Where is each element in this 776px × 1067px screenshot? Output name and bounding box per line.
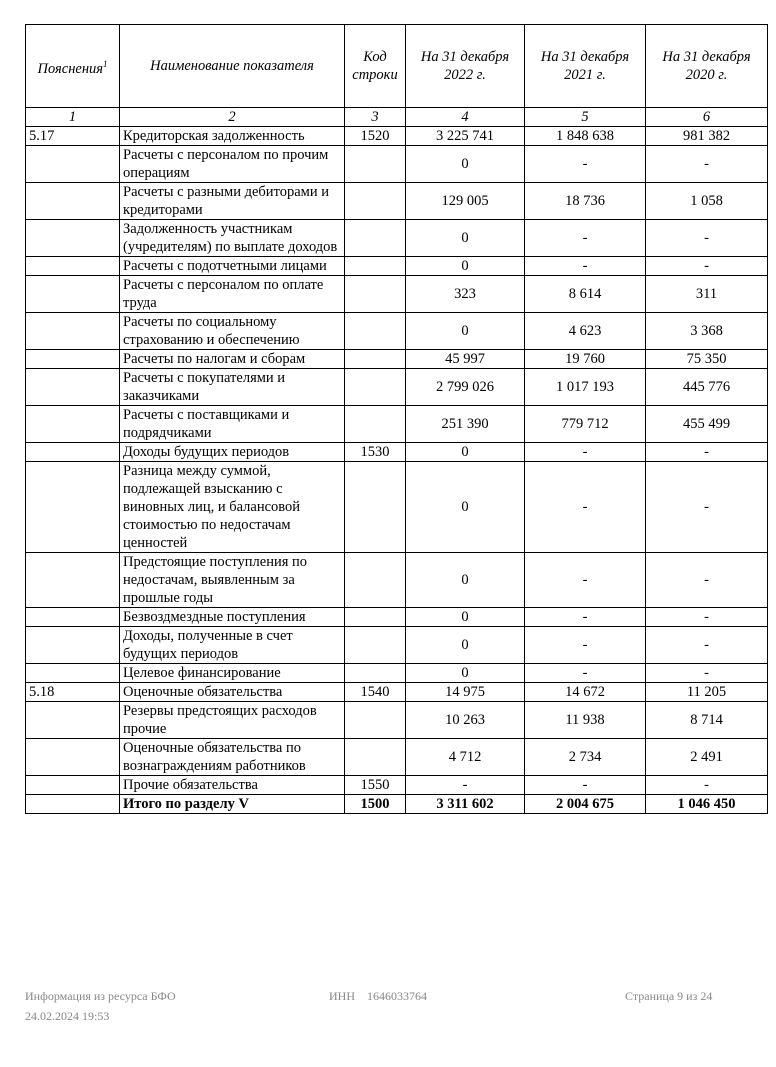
table-row xyxy=(26,257,768,276)
row-value-2020: 445 776 xyxy=(646,369,768,406)
row-note: 5.17 xyxy=(26,127,120,146)
row-value-2021: - xyxy=(525,462,646,553)
row-line-code xyxy=(345,369,406,406)
row-indicator-name: Расчеты с персоналом по прочим операциям xyxy=(120,146,345,183)
row-value-2022: 0 xyxy=(406,146,525,183)
row-value-2021: - xyxy=(525,664,646,683)
row-value-2020: - xyxy=(646,146,768,183)
table-row xyxy=(26,443,768,462)
row-value-2021: - xyxy=(525,220,646,257)
row-value-2022: 0 xyxy=(406,462,525,553)
row-value-2022: 0 xyxy=(406,608,525,627)
row-value-2022: 0 xyxy=(406,220,525,257)
row-indicator-name: Итого по разделу V xyxy=(120,795,345,814)
row-indicator-name: Расчеты по налогам и сборам xyxy=(120,350,345,369)
table-header-row xyxy=(26,25,768,108)
row-note xyxy=(26,406,120,443)
table-row xyxy=(26,739,768,776)
row-indicator-name: Задолженность участникам (учредителям) по выплате доходов xyxy=(120,220,345,257)
table-body xyxy=(26,127,768,814)
table-row xyxy=(26,127,768,146)
table-row xyxy=(26,776,768,795)
liabilities-table xyxy=(25,24,768,814)
row-value-2021: 19 760 xyxy=(525,350,646,369)
row-value-2020: - xyxy=(646,627,768,664)
row-note xyxy=(26,313,120,350)
column-number-row xyxy=(26,108,768,127)
row-line-code xyxy=(345,406,406,443)
table-row xyxy=(26,627,768,664)
row-line-code xyxy=(345,183,406,220)
row-value-2020: 981 382 xyxy=(646,127,768,146)
row-value-2021: 1 017 193 xyxy=(525,369,646,406)
column-number: 3 xyxy=(345,108,406,127)
row-line-code: 1500 xyxy=(345,795,406,814)
row-note xyxy=(26,795,120,814)
row-value-2021: - xyxy=(525,257,646,276)
row-note xyxy=(26,369,120,406)
row-value-2020: 11 205 xyxy=(646,683,768,702)
row-indicator-name: Кредиторская задолженность xyxy=(120,127,345,146)
row-value-2021: 8 614 xyxy=(525,276,646,313)
row-line-code xyxy=(345,664,406,683)
row-line-code xyxy=(345,739,406,776)
row-value-2022: 45 997 xyxy=(406,350,525,369)
row-line-code xyxy=(345,350,406,369)
row-value-2020: 75 350 xyxy=(646,350,768,369)
footer-inn: ИНН 1646033764 xyxy=(329,989,427,1003)
column-number: 5 xyxy=(525,108,646,127)
row-value-2021: 14 672 xyxy=(525,683,646,702)
row-value-2021: - xyxy=(525,608,646,627)
row-line-code: 1540 xyxy=(345,683,406,702)
row-value-2020: - xyxy=(646,553,768,608)
row-line-code: 1550 xyxy=(345,776,406,795)
row-value-2020: - xyxy=(646,220,768,257)
row-value-2022: 0 xyxy=(406,257,525,276)
row-note xyxy=(26,350,120,369)
row-value-2020: 1 046 450 xyxy=(646,795,768,814)
row-value-2022: 0 xyxy=(406,443,525,462)
row-indicator-name: Разница между суммой, подлежащей взысканию с виновных лиц, и балансовой стоимостью по недостачам ценностей xyxy=(120,462,345,553)
row-indicator-name: Оценочные обязательства по вознаграждениям работников xyxy=(120,739,345,776)
row-note xyxy=(26,462,120,553)
table-row xyxy=(26,146,768,183)
row-note xyxy=(26,257,120,276)
row-line-code xyxy=(345,220,406,257)
row-value-2022: 0 xyxy=(406,553,525,608)
row-value-2021: 2 734 xyxy=(525,739,646,776)
header-2020: На 31 декабря 2020 г. xyxy=(646,25,768,108)
row-note xyxy=(26,183,120,220)
row-value-2021: - xyxy=(525,146,646,183)
row-note: 5.18 xyxy=(26,683,120,702)
row-value-2020: 8 714 xyxy=(646,702,768,739)
table-row xyxy=(26,462,768,553)
footer-datetime: 24.02.2024 19:53 xyxy=(25,1009,110,1023)
column-number: 2 xyxy=(120,108,345,127)
table-row xyxy=(26,702,768,739)
row-value-2022: 2 799 026 xyxy=(406,369,525,406)
row-indicator-name: Предстоящие поступления по недостачам, выявленным за прошлые годы xyxy=(120,553,345,608)
row-note xyxy=(26,146,120,183)
row-value-2020: - xyxy=(646,776,768,795)
table-row xyxy=(26,183,768,220)
row-indicator-name: Расчеты по социальному страхованию и обеспечению xyxy=(120,313,345,350)
table-row xyxy=(26,276,768,313)
row-value-2021: - xyxy=(525,443,646,462)
row-value-2022: 14 975 xyxy=(406,683,525,702)
row-value-2021: - xyxy=(525,553,646,608)
row-line-code xyxy=(345,276,406,313)
table-row xyxy=(26,795,768,814)
row-line-code xyxy=(345,553,406,608)
row-line-code xyxy=(345,627,406,664)
row-note xyxy=(26,553,120,608)
table-row xyxy=(26,220,768,257)
table-row xyxy=(26,664,768,683)
row-note xyxy=(26,776,120,795)
row-value-2020: - xyxy=(646,257,768,276)
row-indicator-name: Доходы, полученные в счет будущих периодов xyxy=(120,627,345,664)
row-note xyxy=(26,220,120,257)
row-note xyxy=(26,702,120,739)
row-value-2021: 2 004 675 xyxy=(525,795,646,814)
row-value-2020: 311 xyxy=(646,276,768,313)
row-note xyxy=(26,608,120,627)
header-line-code: Код строки xyxy=(345,25,406,108)
table-row xyxy=(26,350,768,369)
table-row xyxy=(26,406,768,443)
row-value-2022: 251 390 xyxy=(406,406,525,443)
footer-page-number: Страница 9 из 24 xyxy=(625,989,713,1003)
row-value-2022: 129 005 xyxy=(406,183,525,220)
header-notes: Пояснения$^1$ xyxy=(26,25,120,108)
row-value-2020: 3 368 xyxy=(646,313,768,350)
table-row xyxy=(26,553,768,608)
row-value-2022: 0 xyxy=(406,313,525,350)
row-value-2021: - xyxy=(525,627,646,664)
row-note xyxy=(26,276,120,313)
row-note xyxy=(26,443,120,462)
row-indicator-name: Оценочные обязательства xyxy=(120,683,345,702)
row-indicator-name: Целевое финансирование xyxy=(120,664,345,683)
row-value-2022: 0 xyxy=(406,664,525,683)
row-line-code xyxy=(345,462,406,553)
table-row xyxy=(26,369,768,406)
row-value-2022: 3 311 602 xyxy=(406,795,525,814)
header-2021: На 31 декабря 2021 г. xyxy=(525,25,646,108)
table-row xyxy=(26,683,768,702)
row-value-2021: 11 938 xyxy=(525,702,646,739)
column-number: 6 xyxy=(646,108,768,127)
row-note xyxy=(26,664,120,683)
row-value-2020: - xyxy=(646,443,768,462)
row-line-code xyxy=(345,313,406,350)
row-line-code xyxy=(345,608,406,627)
row-indicator-name: Расчеты с подотчетными лицами xyxy=(120,257,345,276)
row-line-code xyxy=(345,257,406,276)
row-value-2022: 4 712 xyxy=(406,739,525,776)
row-value-2020: 2 491 xyxy=(646,739,768,776)
row-value-2020: - xyxy=(646,664,768,683)
column-number: 1 xyxy=(26,108,120,127)
column-number: 4 xyxy=(406,108,525,127)
row-indicator-name: Доходы будущих периодов xyxy=(120,443,345,462)
row-indicator-name: Расчеты с покупателями и заказчиками xyxy=(120,369,345,406)
row-line-code xyxy=(345,146,406,183)
row-indicator-name: Расчеты с разными дебиторами и кредиторами xyxy=(120,183,345,220)
table-row xyxy=(26,313,768,350)
row-value-2020: 455 499 xyxy=(646,406,768,443)
row-value-2021: 779 712 xyxy=(525,406,646,443)
row-line-code: 1520 xyxy=(345,127,406,146)
row-value-2022: 323 xyxy=(406,276,525,313)
row-value-2022: 10 263 xyxy=(406,702,525,739)
row-note xyxy=(26,627,120,664)
header-indicator-name: Наименование показателя xyxy=(120,25,345,108)
row-indicator-name: Расчеты с персоналом по оплате труда xyxy=(120,276,345,313)
row-indicator-name: Прочие обязательства xyxy=(120,776,345,795)
row-value-2020: 1 058 xyxy=(646,183,768,220)
row-value-2021: 18 736 xyxy=(525,183,646,220)
row-value-2022: 3 225 741 xyxy=(406,127,525,146)
row-value-2022: 0 xyxy=(406,627,525,664)
row-note xyxy=(26,739,120,776)
row-line-code: 1530 xyxy=(345,443,406,462)
row-value-2021: - xyxy=(525,776,646,795)
row-value-2020: - xyxy=(646,462,768,553)
row-value-2021: 1 848 638 xyxy=(525,127,646,146)
footer-source: Информация из ресурса БФО xyxy=(25,989,176,1003)
row-value-2020: - xyxy=(646,608,768,627)
row-value-2021: 4 623 xyxy=(525,313,646,350)
row-indicator-name: Безвоздмездные поступления xyxy=(120,608,345,627)
row-indicator-name: Расчеты с поставщиками и подрядчиками xyxy=(120,406,345,443)
row-indicator-name: Резервы предстоящих расходов прочие xyxy=(120,702,345,739)
row-line-code xyxy=(345,702,406,739)
table-row xyxy=(26,608,768,627)
row-value-2022: - xyxy=(406,776,525,795)
header-2022: На 31 декабря 2022 г. xyxy=(406,25,525,108)
